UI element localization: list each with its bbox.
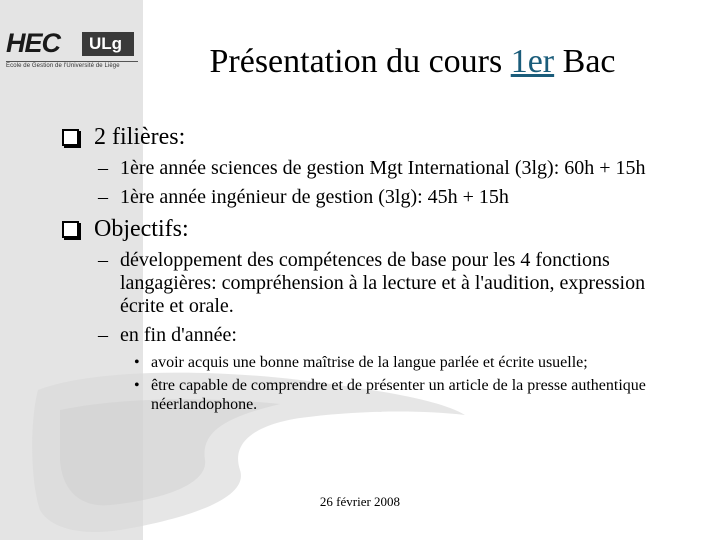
dot-bullet-icon: • [134, 377, 140, 394]
section-heading [62, 215, 682, 243]
hec-ulg-logo [4, 28, 140, 78]
slide-title [150, 42, 675, 82]
section-heading-text: Objectifs: [94, 216, 189, 242]
square-checkbox-bullet-icon [62, 129, 79, 146]
list-item-text: 1ère année sciences de gestion Mgt International (3lg): 60h + 15h [120, 157, 646, 179]
section-heading [62, 123, 682, 151]
dash-bullet-icon: – [98, 324, 108, 346]
sub-list-item [134, 353, 682, 372]
list-item [98, 186, 682, 209]
dash-bullet-icon: – [98, 186, 108, 208]
square-checkbox-bullet-icon [62, 221, 79, 238]
list-item [98, 249, 682, 318]
section-heading-text: 2 filières: [94, 124, 186, 150]
title-link[interactable]: 1er [510, 43, 555, 80]
list-item [98, 157, 682, 180]
slide-content [62, 123, 682, 418]
sub-list-item [134, 376, 682, 414]
title-suffix: Bac [554, 43, 616, 80]
dash-bullet-icon: – [98, 157, 108, 179]
list-item-text: développement des compétences de base pour les 4 fonctions langagières: compréhension à la lecture et à l'audition, expression écrite et orale. [120, 249, 646, 317]
dash-bullet-icon: – [98, 249, 108, 271]
logo-caption: Ecole de Gestion de l'Université de Liège [6, 63, 120, 69]
title-prefix: Présentation du cours [209, 43, 511, 80]
logo-text-hec: HEC [6, 28, 61, 58]
list-item [98, 324, 682, 347]
dot-bullet-icon: • [134, 354, 140, 371]
sub-list-item-text: être capable de comprendre et de présenter un article de la presse authentique néerlandophone. [151, 377, 646, 413]
slide-date: 26 février 2008 [319, 494, 401, 509]
sub-list-item-text: avoir acquis une bonne maîtrise de la langue parlée et écrite usuelle; [151, 354, 588, 371]
list-item-text: en fin d'année: [120, 324, 237, 346]
logo-divider [6, 61, 138, 62]
logo-text-ulg: ULg [82, 32, 134, 56]
list-item-text: 1ère année ingénieur de gestion (3lg): 45h + 15h [120, 186, 509, 208]
